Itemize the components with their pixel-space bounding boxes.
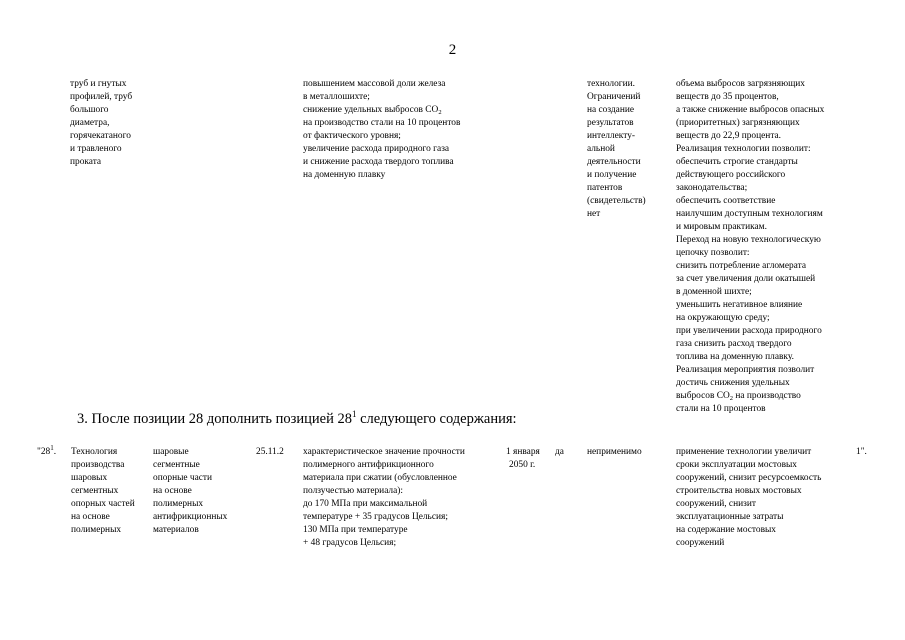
text-line: эксплуатационные затраты <box>676 512 784 522</box>
continued-product-column <box>70 78 132 169</box>
text-line: деятельности <box>587 157 641 167</box>
text-line: материала при сжатии (обусловленное <box>303 473 457 483</box>
text-line: и снижение расхода твердого топлива <box>303 157 454 167</box>
text-line: альной <box>587 144 615 154</box>
text-line: профилей, труб <box>70 92 133 102</box>
text-line: достичь снижения удельных <box>676 378 790 388</box>
text-line: материалов <box>153 525 199 535</box>
text-line: применение технологии увеличит <box>676 447 812 457</box>
text-line: цепочку позволит: <box>676 248 750 258</box>
text-line: полимерного антифрикционного <box>303 460 434 470</box>
text-line: на содержание мостовых <box>676 525 776 535</box>
text-line: опорных частей <box>71 499 135 509</box>
text-line: увеличение расхода природного газа <box>303 144 450 154</box>
text-line: газа снизить расход твердого <box>676 339 792 349</box>
text-line: шаровые <box>153 447 189 457</box>
code-column: 25.11.2 <box>256 447 284 457</box>
effects-column <box>676 446 821 550</box>
continued-limitations-column <box>587 78 646 221</box>
text-line: снижение удельных выбросов $CO_2$ <box>303 105 442 116</box>
text-line: выбросов $CO_2$ на производство <box>676 391 801 402</box>
limitations-column: неприменимо <box>587 447 642 457</box>
text-line: на окружающую среду; <box>676 313 770 323</box>
text-line: Реализация технологии позволит: <box>676 144 811 154</box>
text-line: а также снижение выбросов опасных <box>676 105 825 115</box>
text-line: (приоритетных) загрязняющих <box>676 118 800 128</box>
text-line: Реализация мероприятия позволит <box>676 365 815 375</box>
text-line: диаметра, <box>70 118 110 128</box>
text-line: обеспечить строгие стандарты <box>676 157 798 167</box>
text-line: 130 МПа при температуре <box>303 525 408 535</box>
text-line: производства <box>71 460 125 470</box>
section-heading: 3. После позиции 28 дополнить позицией $28^1$ следующего содержания: <box>77 409 517 427</box>
text-line: ползучестью материала): <box>303 486 404 496</box>
text-line: горячекатаного <box>70 131 131 141</box>
closing-mark: 1". <box>856 447 867 457</box>
text-line: законодательства; <box>676 183 748 193</box>
text-line: наилучшим доступным технологиям <box>676 209 823 219</box>
text-line: на основе <box>153 486 192 496</box>
text-line: полимерных <box>153 499 204 509</box>
text-line: на производство стали на 10 процентов <box>303 118 461 128</box>
indicators-column <box>303 446 465 550</box>
text-line: + 48 градусов Цельсия; <box>303 538 397 548</box>
page-number: 2 <box>448 42 457 58</box>
text-line: Ограничений <box>587 92 641 102</box>
text-line: и травленого <box>70 144 122 154</box>
text-line: строительства новых мостовых <box>676 486 802 496</box>
date-year: 2050 г. <box>509 460 536 470</box>
text-line: большого <box>70 105 109 115</box>
text-line: опорные части <box>153 473 213 483</box>
text-line: до 170 МПа при максимальной <box>303 499 428 509</box>
date-from: 1 января <box>506 447 540 457</box>
text-line: обеспечить соответствие <box>676 196 776 206</box>
text-line: действующего российского <box>676 170 786 180</box>
text-line: в металлошихте; <box>303 92 370 102</box>
text-line: в доменной шихте; <box>676 287 752 297</box>
technology-column <box>71 446 135 537</box>
text-line: и мировым практикам. <box>676 222 767 232</box>
text-line: сооружений, снизит <box>676 499 756 509</box>
text-line: сооружений <box>676 538 725 548</box>
text-line: (свидетельств) <box>587 196 646 206</box>
text-line: на доменную плавку <box>303 170 386 180</box>
text-line: на создание <box>587 105 635 115</box>
text-line: полимерных <box>71 525 122 535</box>
text-line: сроки эксплуатации мостовых <box>676 460 797 470</box>
text-line: уменьшить негативное влияние <box>676 300 803 310</box>
text-line: проката <box>70 157 102 167</box>
text-line: результатов <box>587 118 634 128</box>
text-line: при увеличении расхода природного <box>676 326 822 336</box>
text-line: на основе <box>71 512 110 522</box>
text-line: повышением массовой доли железа <box>303 79 446 89</box>
text-line: от фактического уровня; <box>303 131 401 141</box>
text-line: труб и гнутых <box>70 79 127 89</box>
text-line: Переход на новую технологическую <box>676 235 821 245</box>
text-line: сегментных <box>71 486 119 496</box>
text-line: технологии. <box>587 79 635 89</box>
text-line: и получение <box>587 170 637 180</box>
text-line: патентов <box>587 183 623 193</box>
text-line: сооружений, снизит ресурсоемкость <box>676 473 822 483</box>
text-line: веществ до 22,9 процента. <box>676 131 782 141</box>
text-line: нет <box>587 209 601 219</box>
text-line: объема выбросов загрязняющих <box>676 79 805 89</box>
text-line: сегментные <box>153 460 200 470</box>
text-line: топлива на доменную плавку. <box>676 352 794 362</box>
continued-effects-column <box>676 78 824 416</box>
text-line: антифрикционных <box>153 512 228 522</box>
text-line: Технология <box>71 447 118 457</box>
text-line: интеллекту- <box>587 131 636 141</box>
text-line: стали на 10 процентов <box>676 404 766 414</box>
text-line: шаровых <box>71 473 108 483</box>
continued-indicators-column <box>303 78 460 182</box>
row-number: "$28^1$. <box>37 444 57 457</box>
text-line: характеристическое значение прочности <box>303 447 465 457</box>
text-line: веществ до 35 процентов, <box>676 92 779 102</box>
date-to-word: да <box>555 447 564 457</box>
text-line: снизить потребление агломерата <box>676 261 806 271</box>
text-line: за счет увеличения доли окатышей <box>676 274 816 284</box>
text-line: температуре + 35 градусов Цельсия; <box>303 512 448 522</box>
product-column <box>153 446 227 537</box>
